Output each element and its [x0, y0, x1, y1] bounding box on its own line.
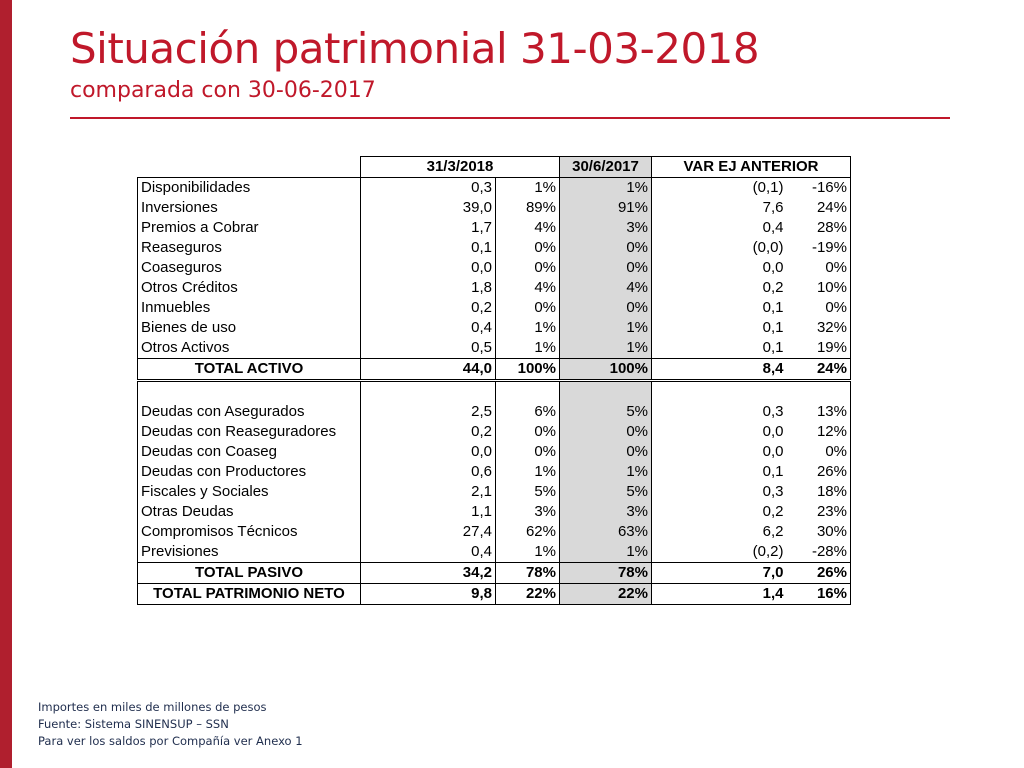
table-row	[138, 482, 851, 502]
header-2017: 30/6/2017	[560, 157, 652, 178]
cell-var-pct: 10%	[787, 278, 851, 298]
cell-p2018: 1%	[496, 542, 560, 563]
cell-p2018: 62%	[496, 522, 560, 542]
cell-var-pct: 18%	[787, 482, 851, 502]
cell-var-pct: 24%	[787, 198, 851, 218]
cell-v2018: 27,4	[361, 522, 496, 542]
row-label: Otras Deudas	[138, 502, 361, 522]
table-row	[138, 318, 851, 338]
cell-var-pct: -19%	[787, 238, 851, 258]
cell-p2017: 0%	[560, 258, 652, 278]
table-row	[138, 402, 851, 422]
cell-var-pct: 12%	[787, 422, 851, 442]
table-row	[138, 258, 851, 278]
row-label: Compromisos Técnicos	[138, 522, 361, 542]
cell-var: (0,0)	[752, 239, 784, 256]
cell-var: 6,2	[762, 523, 784, 540]
footnote-annex: Para ver los saldos por Compañía ver Anexo 1	[38, 734, 303, 748]
row-label: Otros Créditos	[138, 278, 361, 298]
row-label: Bienes de uso	[138, 318, 361, 338]
header-var: VAR EJ ANTERIOR	[652, 157, 851, 178]
row-label: Deudas con Coaseg	[138, 442, 361, 462]
cell-p2017: 1%	[560, 338, 652, 359]
cell-p2017: 91%	[560, 198, 652, 218]
cell-v2018: 0,0	[361, 442, 496, 462]
slide-subtitle: comparada con 30-06-2017	[70, 78, 376, 103]
row-label: Otros Activos	[138, 338, 361, 359]
cell-p2018: 1%	[496, 178, 560, 199]
cell-var: 0,3	[762, 483, 784, 500]
cell-p2018: 6%	[496, 402, 560, 422]
cell-p2017: 3%	[560, 218, 652, 238]
cell-var-pct: -28%	[787, 542, 851, 563]
cell-var: 0,1	[762, 299, 784, 316]
cell-p2018: 4%	[496, 278, 560, 298]
cell-var-pct: 26%	[787, 563, 851, 584]
cell-v2018: 39,0	[361, 198, 496, 218]
cell-v2018: 9,8	[361, 584, 496, 605]
table-row	[138, 442, 851, 462]
total-pasivo-row	[138, 563, 851, 584]
cell-v2018: 44,0	[361, 359, 496, 381]
row-label: Inmuebles	[138, 298, 361, 318]
cell-v2018: 34,2	[361, 563, 496, 584]
cell-p2018: 4%	[496, 218, 560, 238]
cell-v2018: 0,1	[361, 238, 496, 258]
cell-p2018: 0%	[496, 238, 560, 258]
cell-v2018: 1,1	[361, 502, 496, 522]
table-row	[138, 178, 851, 199]
cell-var: 0,1	[762, 463, 784, 480]
row-label: Reaseguros	[138, 238, 361, 258]
cell-v2018: 0,2	[361, 422, 496, 442]
row-label: Deudas con Productores	[138, 462, 361, 482]
cell-p2018: 1%	[496, 318, 560, 338]
cell-var: (0,2)	[752, 543, 784, 560]
cell-p2017: 0%	[560, 238, 652, 258]
cell-p2017: 1%	[560, 462, 652, 482]
table-row	[138, 462, 851, 482]
row-label: Coaseguros	[138, 258, 361, 278]
cell-var-pct: 28%	[787, 218, 851, 238]
row-label: Deudas con Asegurados	[138, 402, 361, 422]
row-label: Disponibilidades	[138, 178, 361, 199]
left-accent-bar	[0, 0, 12, 768]
cell-p2018: 1%	[496, 338, 560, 359]
cell-p2017: 22%	[560, 584, 652, 605]
cell-var: 0,3	[762, 403, 784, 420]
total-activo-row	[138, 359, 851, 381]
financial-table	[137, 156, 851, 605]
cell-var-pct: 26%	[787, 462, 851, 482]
cell-v2018: 0,6	[361, 462, 496, 482]
row-label: Inversiones	[138, 198, 361, 218]
cell-p2018: 5%	[496, 482, 560, 502]
cell-var-pct: 16%	[787, 584, 851, 605]
cell-v2018: 0,4	[361, 542, 496, 563]
cell-p2017: 1%	[560, 542, 652, 563]
cell-var: 0,0	[762, 423, 784, 440]
cell-v2018: 1,7	[361, 218, 496, 238]
cell-var-pct: -16%	[787, 178, 851, 199]
cell-p2018: 3%	[496, 502, 560, 522]
cell-p2018: 100%	[496, 359, 560, 381]
cell-v2018: 1,8	[361, 278, 496, 298]
cell-var-pct: 0%	[787, 258, 851, 278]
slide-title: Situación patrimonial 31-03-2018	[70, 24, 760, 73]
cell-p2017: 1%	[560, 318, 652, 338]
table-row	[138, 278, 851, 298]
cell-var: 0,0	[762, 443, 784, 460]
cell-var-pct: 13%	[787, 402, 851, 422]
cell-var: 8,4	[652, 359, 787, 381]
row-label: TOTAL PASIVO	[138, 563, 361, 584]
table-row	[138, 238, 851, 258]
cell-p2017: 5%	[560, 402, 652, 422]
cell-var-pct: 23%	[787, 502, 851, 522]
table-row	[138, 298, 851, 318]
cell-var-pct: 30%	[787, 522, 851, 542]
table-row	[138, 502, 851, 522]
cell-var: 0,1	[762, 339, 784, 356]
total-patrimonio-neto-row	[138, 584, 851, 605]
table-row	[138, 542, 851, 563]
cell-var: 0,4	[762, 219, 784, 236]
cell-p2017: 0%	[560, 422, 652, 442]
cell-p2017: 4%	[560, 278, 652, 298]
cell-v2018: 0,0	[361, 258, 496, 278]
cell-var-pct: 19%	[787, 338, 851, 359]
cell-p2017: 78%	[560, 563, 652, 584]
row-label: Premios a Cobrar	[138, 218, 361, 238]
cell-p2017: 0%	[560, 298, 652, 318]
row-label: TOTAL PATRIMONIO NETO	[138, 584, 361, 605]
table-header-row	[138, 157, 851, 178]
cell-v2018: 0,4	[361, 318, 496, 338]
cell-p2018: 89%	[496, 198, 560, 218]
cell-var: 0,1	[762, 319, 784, 336]
cell-var: 1,4	[652, 584, 787, 605]
footnote-source: Fuente: Sistema SINENSUP – SSN	[38, 717, 229, 731]
cell-var-pct: 0%	[787, 298, 851, 318]
cell-v2018: 0,3	[361, 178, 496, 199]
cell-p2018: 0%	[496, 258, 560, 278]
cell-p2017: 1%	[560, 178, 652, 199]
row-label: Fiscales y Sociales	[138, 482, 361, 502]
cell-var: 7,0	[652, 563, 787, 584]
cell-p2017: 63%	[560, 522, 652, 542]
cell-p2017: 5%	[560, 482, 652, 502]
row-label: TOTAL ACTIVO	[138, 359, 361, 381]
cell-var-pct: 32%	[787, 318, 851, 338]
cell-var: 0,2	[762, 503, 784, 520]
cell-var-pct: 24%	[787, 359, 851, 381]
cell-p2018: 78%	[496, 563, 560, 584]
cell-p2018: 1%	[496, 462, 560, 482]
cell-v2018: 0,5	[361, 338, 496, 359]
cell-var: 0,0	[762, 259, 784, 276]
spacer-row	[138, 381, 851, 403]
table-row	[138, 218, 851, 238]
cell-v2018: 2,1	[361, 482, 496, 502]
cell-p2018: 0%	[496, 442, 560, 462]
cell-p2017: 3%	[560, 502, 652, 522]
footnotes	[38, 699, 303, 750]
cell-p2018: 0%	[496, 422, 560, 442]
row-label: Deudas con Reaseguradores	[138, 422, 361, 442]
footnote-units: Importes en miles de millones de pesos	[38, 700, 267, 714]
table-row	[138, 338, 851, 359]
table-row	[138, 522, 851, 542]
table-row	[138, 198, 851, 218]
cell-v2018: 0,2	[361, 298, 496, 318]
cell-var: (0,1)	[652, 178, 787, 199]
cell-var: 7,6	[762, 199, 784, 216]
header-2018: 31/3/2018	[361, 157, 560, 178]
cell-p2017: 100%	[560, 359, 652, 381]
cell-p2018: 22%	[496, 584, 560, 605]
cell-var: 0,2	[762, 279, 784, 296]
cell-v2018: 2,5	[361, 402, 496, 422]
cell-p2018: 0%	[496, 298, 560, 318]
row-label: Previsiones	[138, 542, 361, 563]
title-divider	[70, 117, 950, 119]
cell-p2017: 0%	[560, 442, 652, 462]
cell-var-pct: 0%	[787, 442, 851, 462]
table-row	[138, 422, 851, 442]
